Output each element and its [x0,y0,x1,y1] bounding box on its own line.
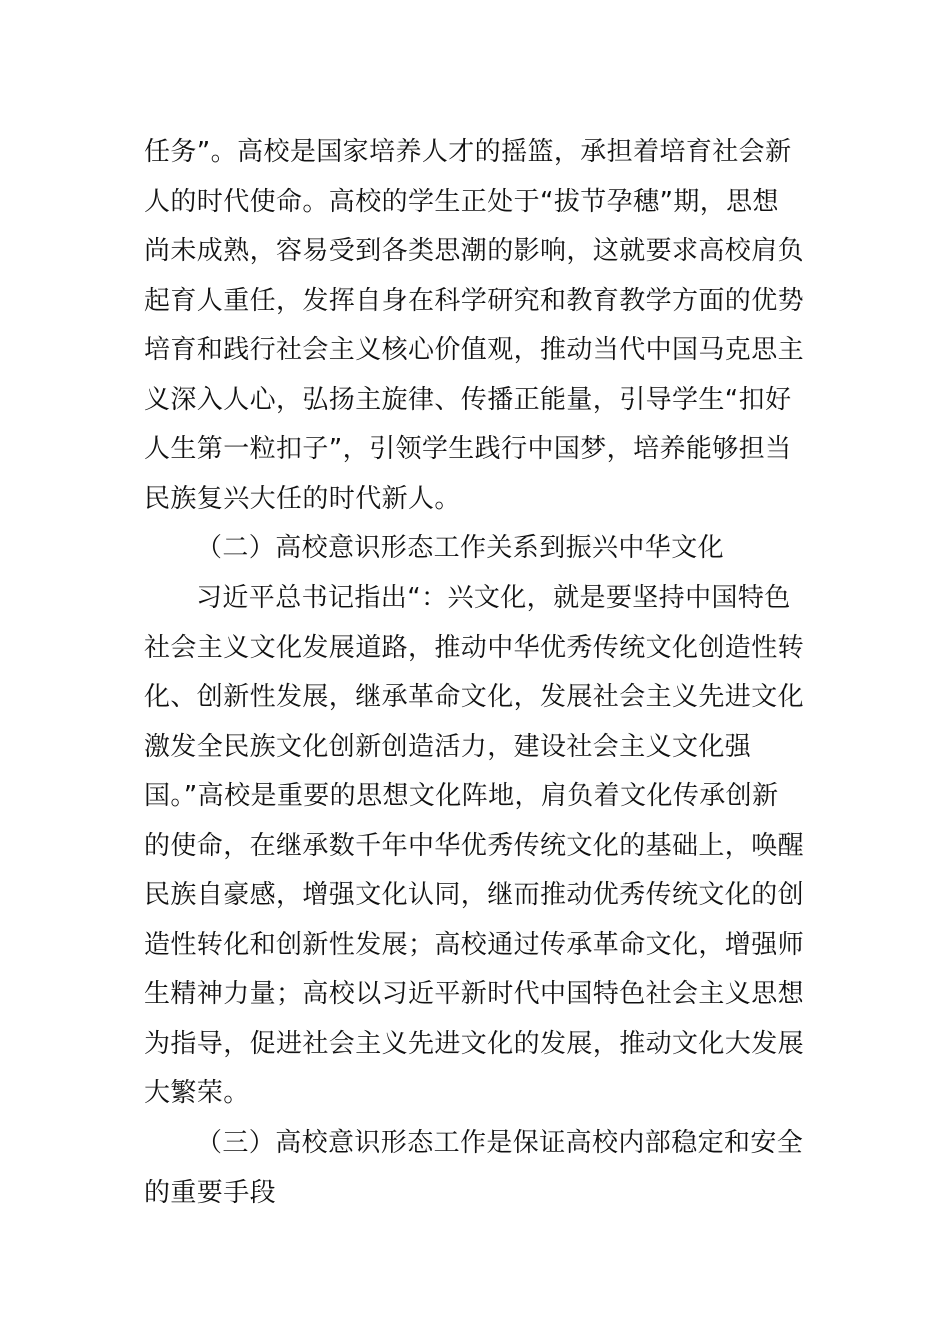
text-line: 为指导，促进社会主义先进文化的发展，推动文化大发展 [144,1029,805,1059]
text-line: 人生第一粒扣子”，引领学生践行中国梦，培养能够担当 [144,434,792,464]
text-line: 激发全民族文化创新创造活力，建设社会主义文化强 [144,732,752,762]
section-heading: （二）高校意识形态工作关系到振兴中华文化 [196,533,725,563]
text-line: 民族自豪感，增强文化认同，继而推动优秀传统文化的创 [144,880,805,910]
text-line: 的使命，在继承数千年中华优秀传统文化的基础上，唤醒 [144,831,805,861]
text-line: 培育和践行社会主义核心价值观，推动当代中国马克思主 [144,335,805,365]
text-line: 国。”高校是重要的思想文化阵地，肩负着文化传承创新 [144,781,779,811]
text-line: 民族复兴大任的时代新人。 [144,484,461,514]
text-line: 人的时代使命。高校的学生正处于“拔节孕穗”期，思想 [144,187,779,217]
text-line: 化、创新性发展，继承革命文化，发展社会主义先进文化 [144,682,805,712]
text-line: 尚未成熟，容易受到各类思潮的影响，这就要求高校肩负 [144,236,805,266]
text-line: 生精神力量；高校以习近平新时代中国特色社会主义思想 [144,979,805,1009]
text-line: 义深入人心，弘扬主旋律、传播正能量，引导学生“扣好 [144,385,792,415]
text-line: 任务”。高校是国家培养人才的摇篮，承担着培育社会新 [144,137,792,167]
text-line: 大繁荣。 [144,1078,250,1108]
text-line: 习近平总书记指出“：兴文化，就是要坚持中国特色 [196,583,791,613]
text-line: 起育人重任，发挥自身在科学研究和教育教学方面的优势 [144,286,805,316]
text-line: 造性转化和创新性发展；高校通过传承革命文化，增强师 [144,930,805,960]
text-line: 的重要手段 [144,1178,277,1208]
section-heading: （三）高校意识形态工作是保证高校内部稳定和安全 [196,1128,804,1158]
text-line: 社会主义文化发展道路，推动中华优秀传统文化创造性转 [144,633,805,663]
